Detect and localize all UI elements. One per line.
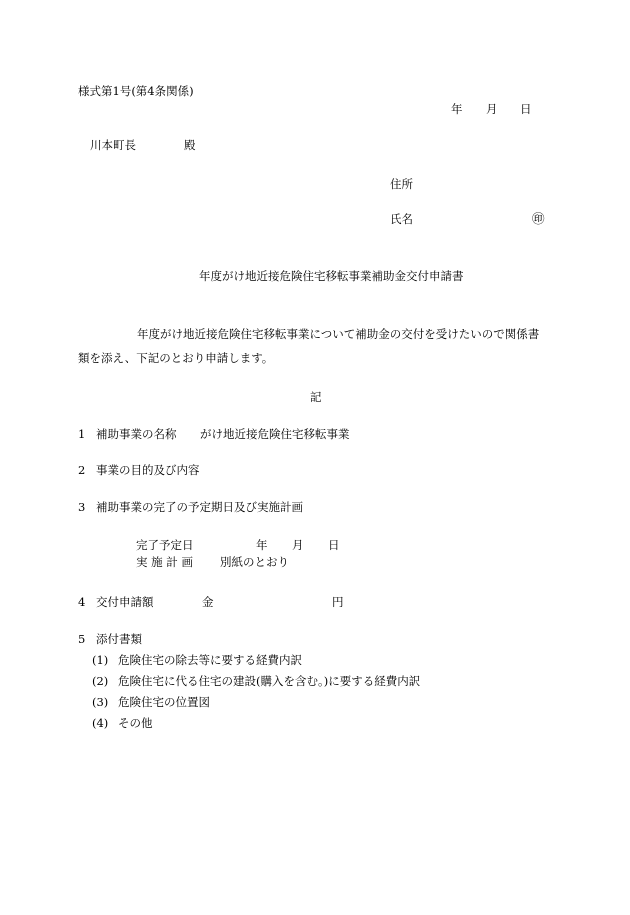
completion-month-label: 月 <box>292 538 304 552</box>
attachment-3-number: (3) <box>92 695 109 709</box>
item-4-label: 交付申請額 <box>96 595 154 609</box>
attachment-1-text: 危険住宅の除去等に要する経費内訳 <box>118 653 302 667</box>
attachment-3-text: 危険住宅の位置図 <box>118 695 210 709</box>
body-line-2: 類を添え、下記のとおり申請します。 <box>78 351 274 365</box>
attachment-4-number: (4) <box>92 716 109 730</box>
plan-label: 実 施 計 画 <box>136 555 193 569</box>
addressee-name: 川本町長 <box>90 138 136 152</box>
seal-mark: ㊞ <box>532 211 545 226</box>
completion-year-label: 年 <box>256 538 268 552</box>
item-4-number: 4 <box>78 595 86 609</box>
completion-day-label: 日 <box>328 538 340 552</box>
form-number: 様式第1号(第4条関係) <box>78 84 194 98</box>
item-4-kin: 金 <box>202 595 214 609</box>
item-4-yen: 円 <box>332 595 344 609</box>
applicant-name-label: 氏名 <box>390 212 413 226</box>
item-2-number: 2 <box>78 463 86 477</box>
item-5-number: 5 <box>78 632 86 646</box>
item-1-value: がけ地近接危険住宅移転事業 <box>200 427 350 441</box>
attachment-2-number: (2) <box>92 674 109 688</box>
applicant-address-label: 住所 <box>390 177 413 191</box>
date-day-label: 日 <box>520 102 532 116</box>
attachment-2-text: 危険住宅に代る住宅の建設(購入を含む。)に要する経費内訳 <box>118 674 421 688</box>
plan-value: 別紙のとおり <box>220 555 289 569</box>
item-1-label: 補助事業の名称 <box>96 427 177 441</box>
completion-date-label: 完了予定日 <box>136 538 194 552</box>
addressee-honorific: 殿 <box>184 138 196 152</box>
date-month-label: 月 <box>486 102 498 116</box>
body-line-1: 年度がけ地近接危険住宅移転事業について補助金の交付を受けたいので関係書 <box>137 327 540 341</box>
document-title: 年度がけ地近接危険住宅移転事業補助金交付申請書 <box>199 269 464 283</box>
item-1-number: 1 <box>78 427 86 441</box>
item-3-number: 3 <box>78 500 86 514</box>
item-3-label: 補助事業の完了の予定期日及び実施計画 <box>96 500 303 514</box>
item-2-label: 事業の目的及び内容 <box>96 463 200 477</box>
ki-heading: 記 <box>310 390 322 404</box>
date-year-label: 年 <box>451 102 463 116</box>
item-5-label: 添付書類 <box>96 632 142 646</box>
attachment-4-text: その他 <box>118 716 153 730</box>
attachment-1-number: (1) <box>92 653 109 667</box>
